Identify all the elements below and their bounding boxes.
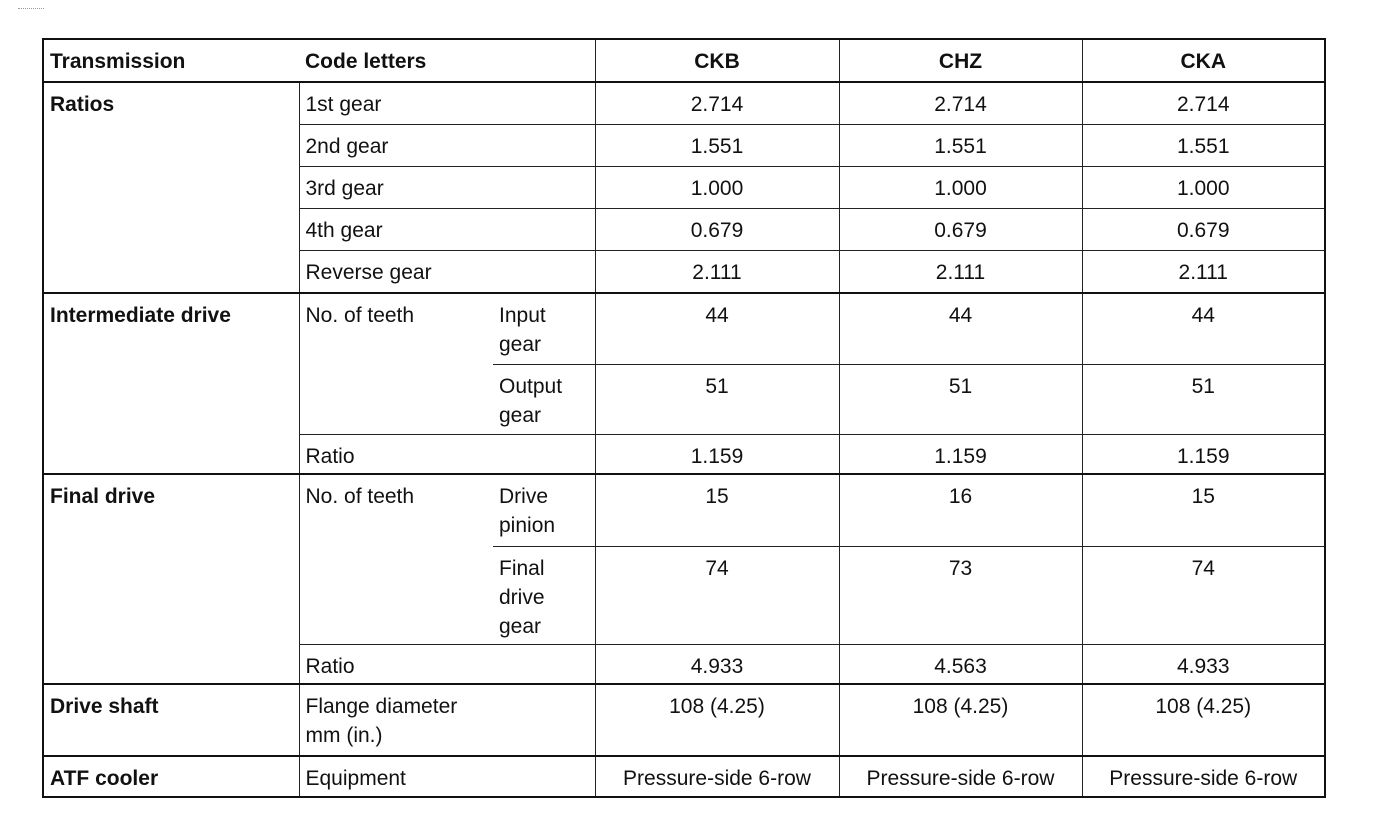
teeth-value: 44 — [1082, 293, 1325, 364]
ratio-value: 2.111 — [595, 250, 839, 293]
equipment-label: Equipment — [299, 756, 595, 797]
header-row — [43, 39, 1325, 82]
final-pinion-row — [43, 474, 1325, 546]
drive-pinion-label: Drive pinion — [493, 474, 595, 546]
flange-diameter-text: Flange diameter mm (in.) — [305, 695, 458, 747]
scan-mark — [18, 8, 44, 15]
gear-name: Reverse gear — [299, 250, 595, 293]
teeth-value: 51 — [1082, 364, 1325, 434]
ratio-value: 4.563 — [839, 644, 1082, 684]
teeth-value: 44 — [839, 293, 1082, 364]
ratio-value: 2.111 — [839, 250, 1082, 293]
teeth-value: 15 — [595, 474, 839, 546]
cooler-value: Pressure-side 6-row — [1082, 756, 1325, 797]
flange-value: 108 (4.25) — [595, 684, 839, 756]
header-code-cka: CKA — [1082, 39, 1325, 82]
ratio-value: 4.933 — [595, 644, 839, 684]
drive-shaft-row — [43, 684, 1325, 756]
ratio-value: 0.679 — [839, 208, 1082, 250]
teeth-value: 74 — [1082, 546, 1325, 644]
intermediate-drive-label: Intermediate drive — [43, 293, 299, 474]
ratio-value: 1.551 — [839, 124, 1082, 166]
teeth-value: 73 — [839, 546, 1082, 644]
ratio-value: 2.714 — [1082, 82, 1325, 124]
header-code-ckb: CKB — [595, 39, 839, 82]
ratio-value: 1.551 — [595, 124, 839, 166]
final-drive-gear-label: Final drive gear — [493, 546, 595, 644]
ratio-value: 2.111 — [1082, 250, 1325, 293]
teeth-value: 51 — [595, 364, 839, 434]
ratio-label: Ratio — [299, 434, 595, 474]
teeth-value: 74 — [595, 546, 839, 644]
gear-name: 2nd gear — [299, 124, 595, 166]
teeth-value: 44 — [595, 293, 839, 364]
ratio-value: 0.679 — [595, 208, 839, 250]
gear-name: 1st gear — [299, 82, 595, 124]
ratio-value: 2.714 — [839, 82, 1082, 124]
atf-cooler-row — [43, 756, 1325, 797]
ratio-value: 1.159 — [1082, 434, 1325, 474]
ratio-value: 1.000 — [1082, 166, 1325, 208]
flange-value: 108 (4.25) — [839, 684, 1082, 756]
gear-name: 4th gear — [299, 208, 595, 250]
ratios-label: Ratios — [43, 82, 299, 293]
intermediate-input-row — [43, 293, 1325, 364]
ratio-value: 0.679 — [1082, 208, 1325, 250]
header-code-chz: CHZ — [839, 39, 1082, 82]
flange-diameter-label — [299, 684, 595, 756]
atf-cooler-label: ATF cooler — [43, 756, 299, 797]
cooler-value: Pressure-side 6-row — [839, 756, 1082, 797]
header-transmission: Transmission — [43, 39, 299, 82]
ratio-value: 1.000 — [595, 166, 839, 208]
transmission-spec-table — [42, 38, 1326, 798]
ratio-label: Ratio — [299, 644, 595, 684]
ratio-value: 4.933 — [1082, 644, 1325, 684]
cooler-value: Pressure-side 6-row — [595, 756, 839, 797]
header-code-letters: Code letters — [299, 39, 595, 82]
output-gear-label: Output gear — [493, 364, 595, 434]
ratio-row-1st — [43, 82, 1325, 124]
gear-name: 3rd gear — [299, 166, 595, 208]
drive-shaft-label: Drive shaft — [43, 684, 299, 756]
ratio-value: 1.000 — [839, 166, 1082, 208]
ratio-value: 1.551 — [1082, 124, 1325, 166]
input-gear-label: Input gear — [493, 293, 595, 364]
teeth-label: No. of teeth — [299, 474, 493, 644]
ratio-value: 2.714 — [595, 82, 839, 124]
flange-value: 108 (4.25) — [1082, 684, 1325, 756]
teeth-label: No. of teeth — [299, 293, 493, 434]
teeth-value: 15 — [1082, 474, 1325, 546]
ratio-value: 1.159 — [839, 434, 1082, 474]
ratio-value: 1.159 — [595, 434, 839, 474]
teeth-value: 16 — [839, 474, 1082, 546]
teeth-value: 51 — [839, 364, 1082, 434]
final-drive-label: Final drive — [43, 474, 299, 684]
